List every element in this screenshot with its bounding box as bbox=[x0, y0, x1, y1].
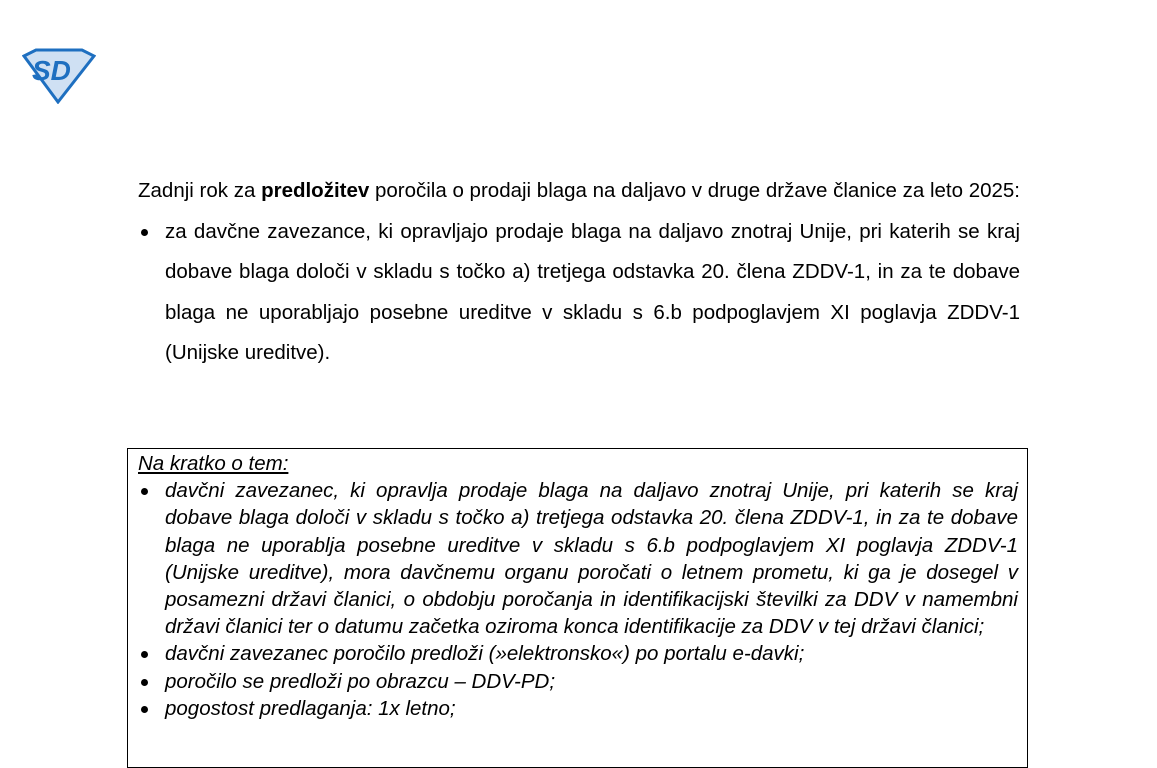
svg-text:SD: SD bbox=[32, 55, 71, 86]
deadline-paragraph bbox=[138, 171, 1020, 212]
list-item: za davčne zavezance, ki opravljajo prodaje blaga na daljavo znotraj Unije, pri katerih se kraj dobave blaga določi v skladu s točko a) tretjega odstavka 20. člena ZDDV-1, in za te dobave blaga ne uporabljajo posebne ureditve v skladu s 6.b podpoglavjem XI poglavja ZDDV-1 (Unijske ureditve). bbox=[138, 212, 1020, 374]
bold-text: predložitev bbox=[261, 179, 370, 202]
list-item: davčni zavezanec poročilo predloži (»elektronsko«) po portalu e-davki; bbox=[138, 640, 1018, 667]
intro-section bbox=[138, 171, 1020, 374]
summary-heading: Na kratko o tem: bbox=[138, 452, 289, 475]
text: poročila o prodaji blaga na daljavo v druge države članice za leto 2025: bbox=[369, 179, 1021, 202]
company-logo bbox=[22, 48, 96, 104]
text: Zadnji rok za bbox=[138, 179, 262, 202]
list-item: poročilo se predloži po obrazcu – DDV-PD; bbox=[138, 668, 1018, 695]
intro-list bbox=[138, 212, 1020, 374]
summary-list bbox=[138, 477, 1018, 722]
list-item: davčni zavezanec, ki opravlja prodaje blaga na daljavo znotraj Unije, pri katerih se kraj dobave blaga določi v skladu s točko a) tretjega odstavka 20. člena ZDDV-1, in za te dobave blaga ne uporablja posebne ureditve v skladu s 6.b podpoglavjem XI poglavja ZDDV-1 (Unijske ureditve), mora davčnemu organu poročati o letnem prometu, ki ga je dosegel v posamezni državi članici, o obdobju poročanja in identifikacijski številki za DDV v namembni državi članici ter o datumu začetka oziroma konca identifikacije za DDV v tej državi članici; bbox=[138, 477, 1018, 640]
summary-box bbox=[127, 448, 1028, 768]
list-item: pogostost predlaganja: 1x letno; bbox=[138, 695, 1018, 722]
